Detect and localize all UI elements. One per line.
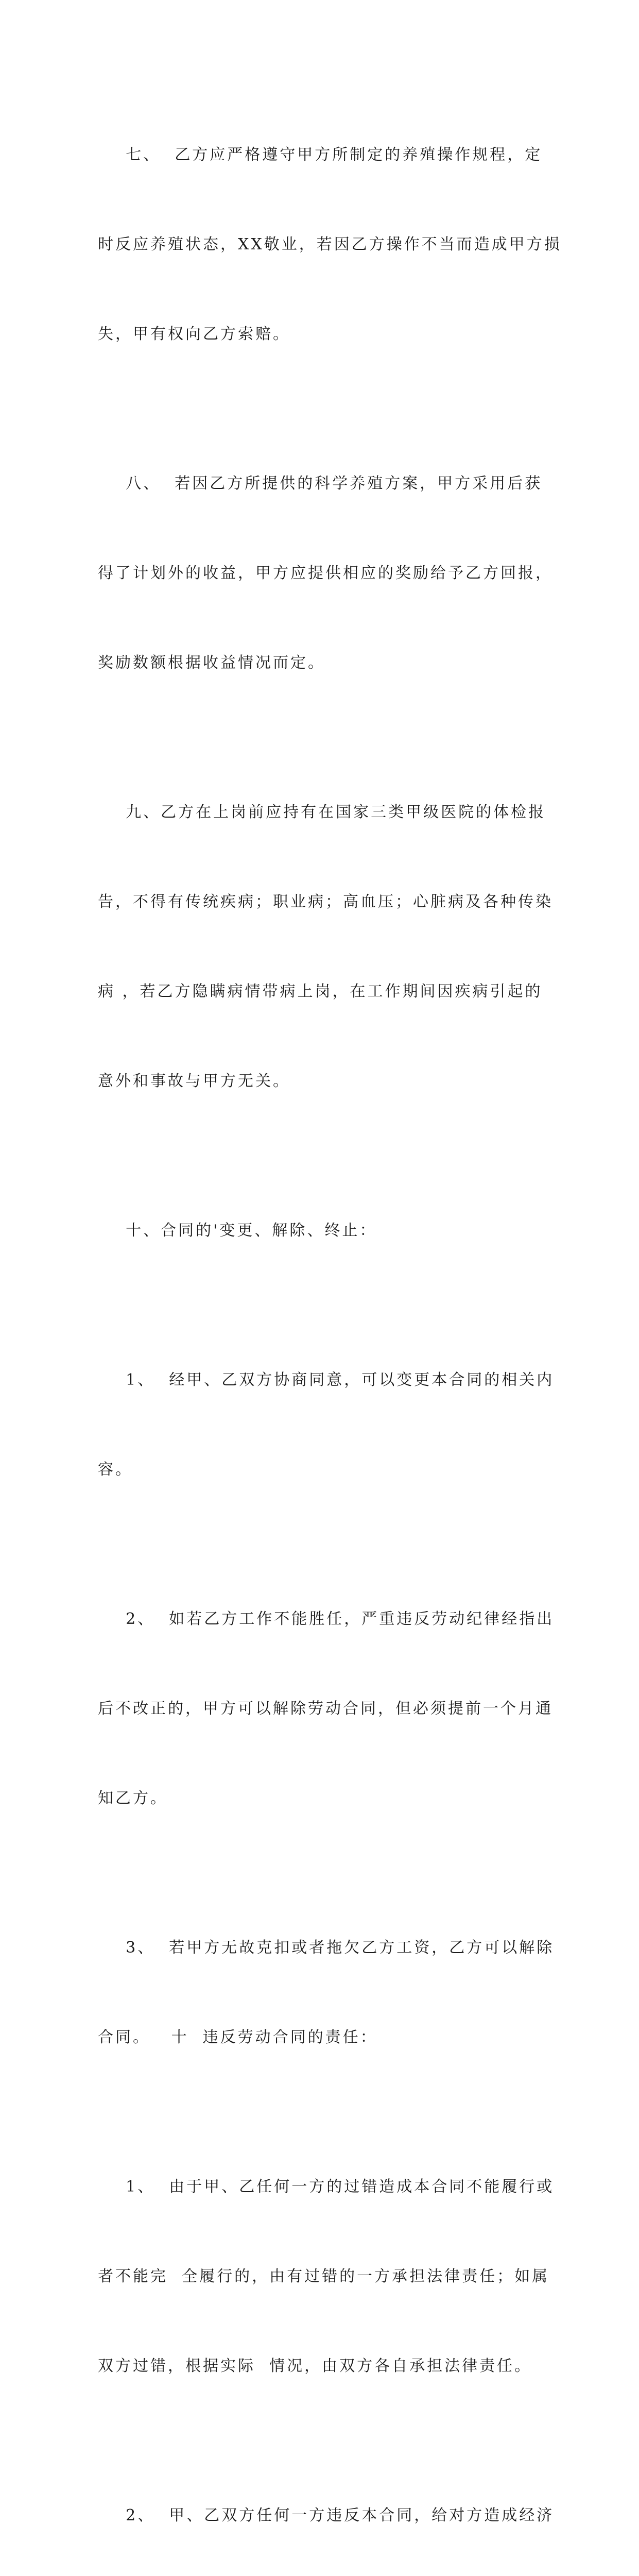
text-line: 意外和事故与甲方无关。 [98,1072,290,1090]
text-line: 时反应养殖状态，XX敬业，若因乙方操作不当而造成甲方损 [98,235,562,253]
text-line: 奖励数额根据收益情况而定。 [98,654,325,672]
text-line: 七、 乙方应严格遵守甲方所制定的养殖操作规程，定 [98,146,543,164]
text-line: 3、 若甲方无故克扣或者拖欠乙方工资，乙方可以解除 [98,1939,555,1957]
clause-7 [98,80,562,409]
clause-8 [98,409,553,738]
contract-body-text [98,80,562,2576]
text-line: 九、乙方在上岗前应持有在国家三类甲级医院的体检报 [98,803,546,821]
text-line: 告，不得有传统疾病；职业病；高血压；心脏病及各种传染 [98,893,553,911]
text-line: 者不能完 全履行的，由有过错的一方承担法律责任；如属 [98,2267,550,2285]
text-line: 得了计划外的收益，甲方应提供相应的奖励给予乙方回报， [98,564,553,582]
text-line: 双方过错，根据实际 情况，由双方各自承担法律责任。 [98,2357,532,2375]
clause-10-item-3 [98,1873,555,2112]
text-line: 失，甲有权向乙方索赔。 [98,325,290,343]
text-line: 1、 经甲、乙双方协商同意，可以变更本合同的相关内 [98,1371,555,1389]
text-line: 2、 甲、乙双方任何一方违反本合同，给对方造成经济 [98,2506,555,2524]
text-line: 八、 若因乙方所提供的科学养殖方案，甲方采用后获 [98,474,543,493]
clause-11-item-1 [98,2112,555,2441]
text-line: 后不改正的，甲方可以解除劳动合同，但必须提前一个月通 [98,1700,553,1718]
text-line: 1、 由于甲、乙任何一方的过错造成本合同不能履行或 [98,2178,555,2196]
text-line: 病 ，若乙方隐瞒病情带病上岗，在工作期间因疾病引起的 [98,982,543,1001]
clause-10-heading [98,1156,542,1306]
text-line: 知乙方。 [98,1789,168,1807]
text-line: 合同。 十 违反劳动合同的责任： [98,2028,378,2046]
clause-11-item-2 [98,2441,555,2576]
section-heading: 十、合同的'变更、解除、终止： [98,1222,377,1240]
clause-9 [98,738,553,1156]
clause-10-item-2 [98,1545,555,1873]
clause-10-item-1 [98,1306,555,1545]
text-line: 容。 [98,1461,133,1479]
text-line: 2、 如若乙方工作不能胜任，严重违反劳动纪律经指出 [98,1610,555,1628]
